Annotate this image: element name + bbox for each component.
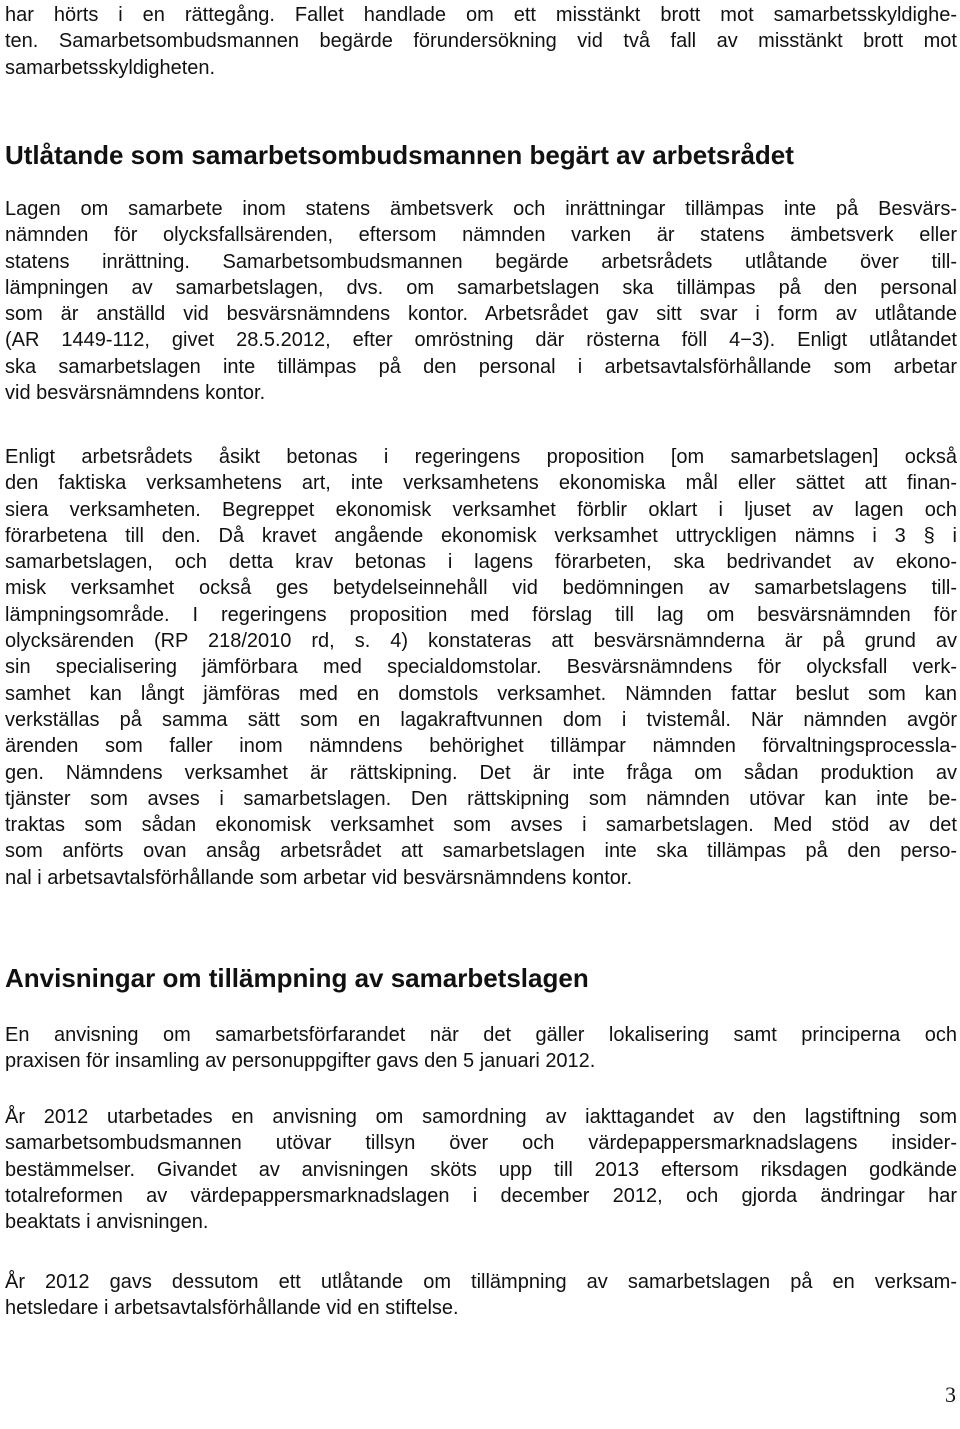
text-line: vid besvärsnämndens kontor. (5, 382, 266, 405)
text-line: beaktats i anvisningen. (5, 1211, 209, 1234)
text-line: samarbetsskyldigheten. (5, 56, 216, 79)
text-line: bestämmelser. Givandet av anvisningen sköts upp till 2013 eftersom riksdagen godkände (5, 1158, 957, 1181)
text-line: samarbetslagen, och detta krav betonas i lagens förarbeten, ska bedrivandet av ekono- (5, 551, 957, 574)
text-line: hetsledare i arbetsavtalsförhållande vid en stiftelse. (5, 1297, 459, 1320)
text-line: praxisen för insamling av personuppgifter gavs den 5 januari 2012. (5, 1050, 596, 1073)
text-line: nämnden för olycksfallsärenden, eftersom nämnden varken är statens ämbetsverk eller (5, 224, 957, 247)
text-line: En anvisning om samarbetsförfarandet när det gäller lokalisering samt principerna och (5, 1024, 957, 1046)
text-line: som anförts ovan ansåg arbetsrådet att samarbetslagen inte ska tillämpas på den perso- (5, 840, 957, 863)
text-line: samhet kan långt jämföras med en domstols verksamhet. Nämnden fattar beslut som kan (5, 682, 957, 705)
text-line: Enligt arbetsrådets åsikt betonas i regeringens proposition [om samarbetslagen] också (5, 446, 957, 468)
text-line: olycksärenden (RP 218/2010 rd, s. 4) konstateras att besvärsnämnderna är på grund av (5, 630, 957, 653)
text-line: (AR 1449-112, givet 28.5.2012, efter omröstning där rösterna föll 4−3). Enligt utlåtandet (5, 329, 957, 352)
text-line: siera verksamheten. Begreppet ekonomisk verksamhet förblir oklart i ljuset av lagen och (5, 498, 957, 521)
section2-paragraph-2 (5, 1104, 957, 1235)
section2-paragraph-1 (5, 1022, 957, 1075)
text-line: sin specialisering jämförbara med specialdomstolar. Besvärsnämndens för olycksfall verk- (5, 656, 957, 679)
text-line: den faktiska verksamhetens art, inte verksamhetens ekonomiska mål eller sättet att finan- (5, 472, 957, 495)
text-line: har hörts i en rättegång. Fallet handlade om ett misstänkt brott mot samarbetsskyldighe- (5, 4, 957, 26)
text-line: lämpningsområde. I regeringens proposition med förslag till lag om besvärsnämnden för (5, 603, 957, 626)
text-line: gen. Nämndens verksamhet är rättskipning. Det är inte fråga om sådan produktion av (5, 761, 957, 784)
text-line: som är anställd vid besvärsnämndens kontor. Arbetsrådet gav sitt svar i form av utlåtande (5, 303, 957, 326)
intro-paragraph (5, 2, 957, 81)
text-line: ärenden som faller inom nämndens behörighet tillämpar nämnden förvaltningsprocessla- (5, 735, 957, 758)
text-line: År 2012 gavs dessutom ett utlåtande om tillämpning av samarbetslagen på en verksam- (5, 1271, 957, 1293)
text-line: Lagen om samarbete inom statens ämbetsverk och inrättningar tillämpas inte på Besvärs- (5, 198, 957, 220)
text-line: totalreformen av värdepappersmarknadslagen i december 2012, och gjorda ändringar har (5, 1184, 957, 1207)
text-line: statens inrättning. Samarbetsombudsmannen begärde arbetsrådets utlåtande över till- (5, 250, 957, 273)
section2-paragraph-3 (5, 1269, 957, 1322)
page-number: 3 (945, 1382, 956, 1407)
text-line: År 2012 utarbetades en anvisning om samordning av iakttagandet av den lagstiftning som (5, 1106, 957, 1128)
text-line: misk verksamhet också ges betydelseinnehåll vid bedömningen av samarbetslagens till- (5, 577, 957, 600)
section-heading-anvisningar: Anvisningar om tillämpning av samarbetslagen (5, 963, 589, 993)
text-line: samarbetsombudsmannen utövar tillsyn över och värdepappersmarknadslagens insider- (5, 1132, 957, 1155)
section1-paragraph-1 (5, 196, 957, 406)
section-heading-utlatande: Utlåtande som samarbetsombudsmannen begärt av arbetsrådet (5, 140, 794, 170)
text-line: lämpningen av samarbetslagen, dvs. om samarbetslagen ska tillämpas på den personal (5, 276, 957, 299)
text-line: tjänster som avses i samarbetslagen. Den rättskipning som nämnden utövar kan inte be- (5, 787, 957, 810)
text-line: verkställas på samma sätt som en lagakraftvunnen dom i tvistemål. När nämnden avgör (5, 708, 957, 731)
text-line: förarbetena till den. Då kravet angående ekonomisk verksamhet uttryckligen nämns i 3 § i (5, 524, 957, 547)
text-line: traktas som sådan ekonomisk verksamhet som avses i samarbetslagen. Med stöd av det (5, 814, 957, 837)
section1-paragraph-2 (5, 444, 957, 891)
text-line: nal i arbetsavtalsförhållande som arbetar vid besvärsnämndens kontor. (5, 866, 633, 889)
text-line: ska samarbetslagen inte tillämpas på den personal i arbetsavtalsförhållande som arbetar (5, 355, 957, 378)
text-line: ten. Samarbetsombudsmannen begärde förundersökning vid två fall av misstänkt brott mot (5, 30, 957, 53)
